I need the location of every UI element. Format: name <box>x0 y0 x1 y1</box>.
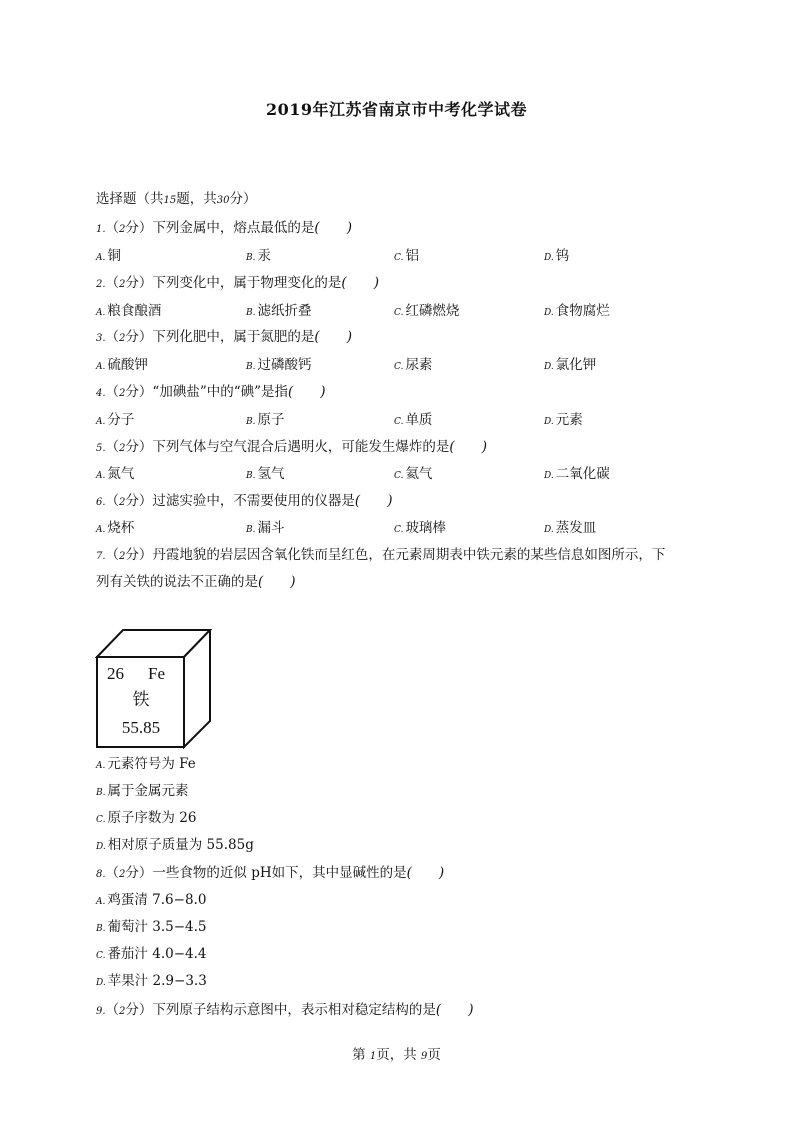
option-b[interactable]: B. 原子 <box>246 412 285 428</box>
question-2-options <box>96 302 716 320</box>
section-heading: 选择题（共15题，共30分） <box>96 191 257 207</box>
question-7-continued: 列有关铁的说法不正确的是( ) <box>96 574 296 590</box>
option-b[interactable]: B. 漏斗 <box>246 520 285 536</box>
question-9: 9.（2分）下列原子结构示意图中，表示相对稳定结构的是( ) <box>96 1002 474 1018</box>
question-7-option-b[interactable]: B. 属于金属元素 <box>96 783 189 799</box>
option-c[interactable]: C. 单质 <box>394 412 433 428</box>
question-4-options <box>96 411 716 429</box>
question-6: 6.（2分）过滤实验中，不需要使用的仪器是( ) <box>96 493 393 509</box>
option-a[interactable]: A. 分子 <box>96 412 135 428</box>
question-3-options <box>96 356 716 374</box>
option-c[interactable]: C. 玻璃棒 <box>394 520 446 536</box>
option-a[interactable]: A. 氮气 <box>96 466 135 482</box>
question-2: 2.（2分）下列变化中，属于物理变化的是( ) <box>96 275 379 291</box>
question-6-options <box>96 519 716 537</box>
option-d[interactable]: D. 蒸发皿 <box>544 520 597 536</box>
question-8-option-b[interactable]: B. 葡萄汁 3.5−4.5 <box>96 919 207 935</box>
periodic-table-cell-figure <box>95 629 213 749</box>
question-7-option-c[interactable]: C. 原子序数为 26 <box>96 810 197 826</box>
atomic-number: 26 <box>107 664 124 683</box>
atomic-mass: 55.85 <box>121 718 161 737</box>
option-b[interactable]: B. 滤纸折叠 <box>246 303 312 319</box>
element-name: 铁 <box>132 690 150 709</box>
question-8: 8.（2分）一些食物的近似 pH如下，其中显碱性的是( ) <box>96 865 445 881</box>
option-c[interactable]: C. 铝 <box>394 248 419 264</box>
option-a[interactable]: A. 铜 <box>96 248 121 264</box>
option-b[interactable]: B. 汞 <box>246 248 271 264</box>
element-symbol: Fe <box>148 664 165 683</box>
question-1-options <box>96 247 716 265</box>
option-a[interactable]: A. 硫酸钾 <box>96 357 148 373</box>
question-3: 3.（2分）下列化肥中，属于氮肥的是( ) <box>96 329 352 345</box>
option-d[interactable]: D. 元素 <box>544 412 583 428</box>
page-title: 2019年江苏省南京市中考化学试卷 <box>265 100 528 119</box>
option-c[interactable]: C. 氦气 <box>394 466 433 482</box>
question-8-option-d[interactable]: D. 苹果汁 2.9−3.3 <box>96 973 207 989</box>
option-c[interactable]: C. 红磷燃烧 <box>394 303 460 319</box>
question-1: 1.（2分）下列金属中，熔点最低的是( ) <box>96 220 352 236</box>
option-b[interactable]: B. 过磷酸钙 <box>246 357 312 373</box>
question-5-options <box>96 465 716 483</box>
option-a[interactable]: A. 烧杯 <box>96 520 135 536</box>
option-d[interactable]: D. 氯化钾 <box>544 357 597 373</box>
question-8-option-c[interactable]: C. 番茄汁 4.0−4.4 <box>96 946 207 962</box>
option-d[interactable]: D. 钨 <box>544 248 570 264</box>
option-d[interactable]: D. 食物腐烂 <box>544 303 610 319</box>
question-7-option-d[interactable]: D. 相对原子质量为 55.85g <box>96 837 254 853</box>
option-c[interactable]: C. 尿素 <box>394 357 433 373</box>
question-5: 5.（2分）下列气体与空气混合后遇明火，可能发生爆炸的是( ) <box>96 439 487 455</box>
question-4: 4.（2分）“加碘盐”中的“碘”是指( ) <box>96 384 326 400</box>
page-footer: 第 1页，共 9页 <box>352 1047 441 1063</box>
question-7-option-a[interactable]: A. 元素符号为 Fe <box>96 756 196 772</box>
option-d[interactable]: D. 二氧化碳 <box>544 466 610 482</box>
question-8-option-a[interactable]: A. 鸡蛋清 7.6−8.0 <box>96 892 207 908</box>
option-b[interactable]: B. 氢气 <box>246 466 285 482</box>
option-a[interactable]: A. 粮食酿酒 <box>96 303 162 319</box>
question-7: 7.（2分）丹霞地貌的岩层因含氧化铁而呈红色，在元素周期表中铁元素的某些信息如图所示，下 <box>96 547 666 563</box>
